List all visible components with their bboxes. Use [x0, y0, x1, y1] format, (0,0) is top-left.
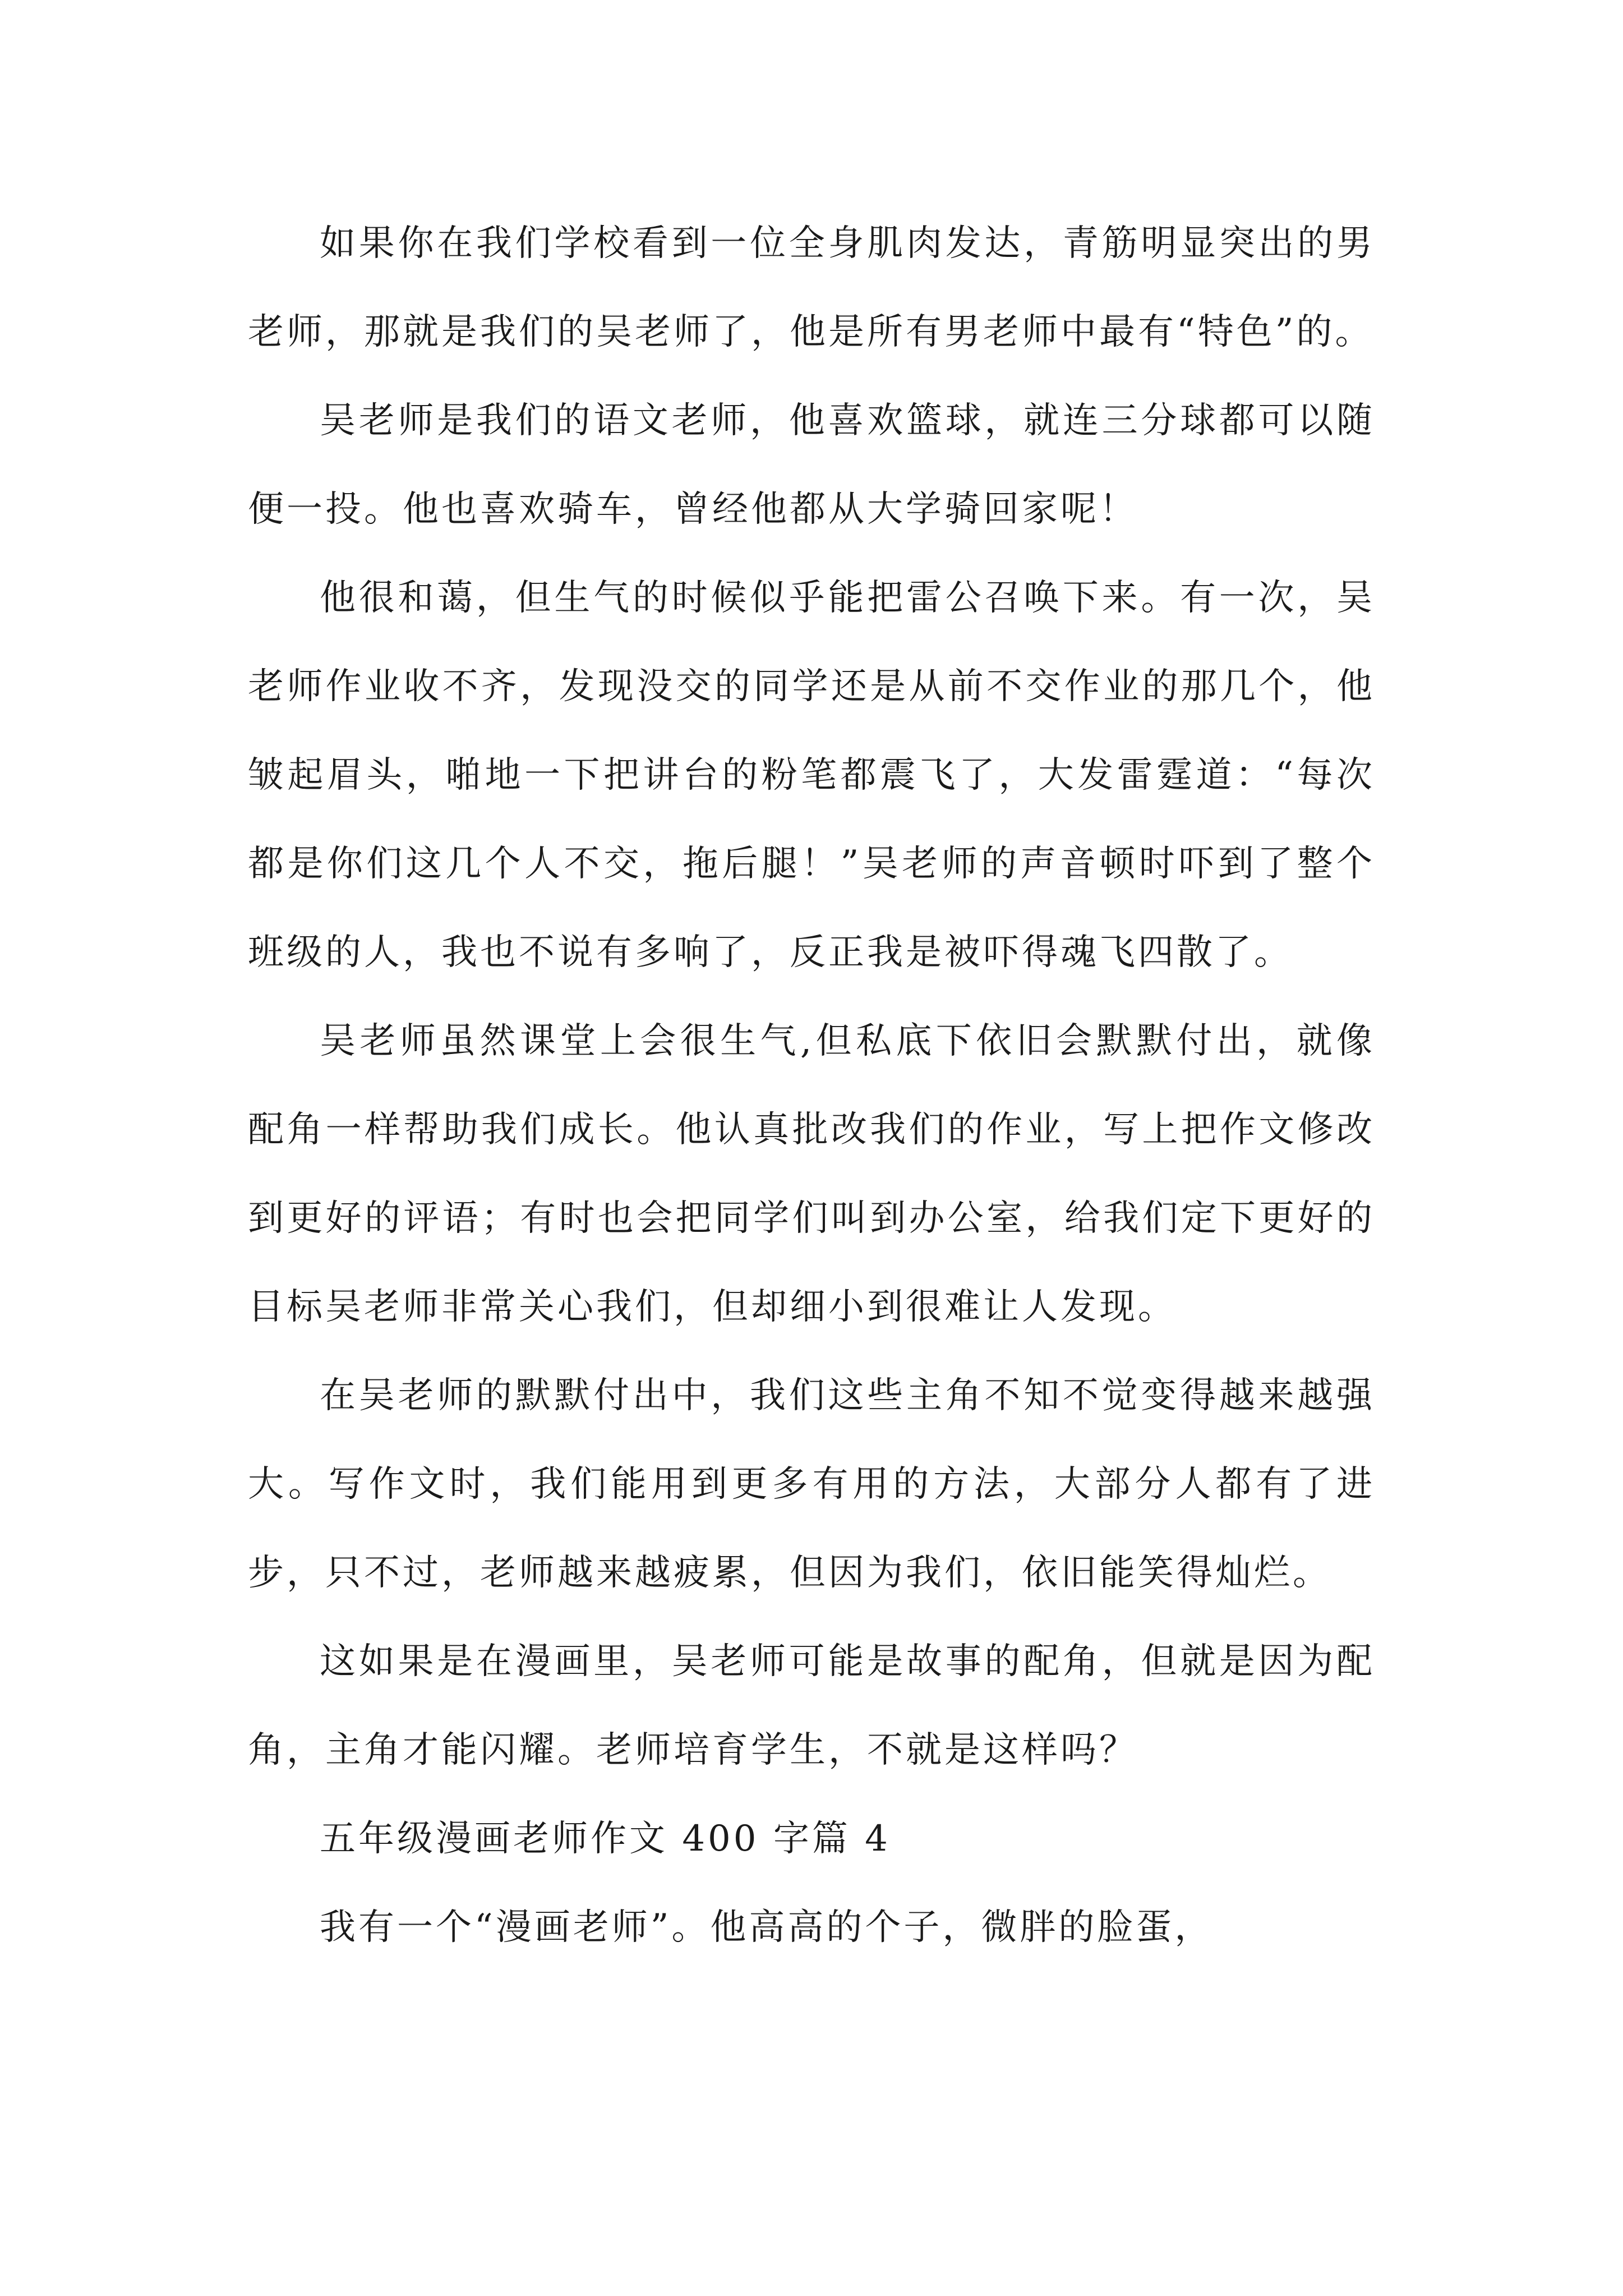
section-heading: 五年级漫画老师作文 400 字篇 4: [320, 1818, 891, 1860]
paragraph-2: 吴老师是我们的语文老师，他喜欢篮球，就连三分球都可以随便一投。他也喜欢骑车，曾经他都从大学骑回家呢！: [248, 400, 1375, 530]
paragraph-1: 如果你在我们学校看到一位全身肌肉发达，青筋明显突出的男老师，那就是我们的吴老师了，他是所有男老师中最有“特色”的。: [248, 223, 1375, 353]
paragraph-4: 吴老师虽然课堂上会很生气,但私底下依旧会默默付出，就像配角一样帮助我们成长。他认真批改我们的作业，写上把作文修改到更好的评语；有时也会把同学们叫到办公室，给我们定下更好的目标吴老师非常关心我们，但却细小到很难让人发现。: [248, 1020, 1375, 1328]
paragraph-5: 在吴老师的默默付出中，我们这些主角不知不觉变得越来越强大。写作文时，我们能用到更多有用的方法，大部分人都有了进步，只不过，老师越来越疲累，但因为我们，依旧能笑得灿烂。: [248, 1375, 1375, 1594]
paragraph-6: 这如果是在漫画里，吴老师可能是故事的配角，但就是因为配角，主角才能闪耀。老师培育学生，不就是这样吗？: [248, 1641, 1375, 1771]
paragraph-3: 他很和蔼，但生气的时候似乎能把雷公召唤下来。有一次，吴老师作业收不齐，发现没交的同学还是从前不交作业的那几个，他皱起眉头，啪地一下把讲台的粉笔都震飞了，大发雷霆道：“每次都是你们这几个人不交，拖后腿！”吴老师的声音顿时吓到了整个班级的人，我也不说有多响了，反正我是被吓得魂飞四散了。: [248, 577, 1375, 973]
document-body: [248, 199, 1375, 1972]
paragraph-7: 我有一个“漫画老师”。他高高的个子，微胖的脸蛋，: [320, 1907, 1214, 1948]
